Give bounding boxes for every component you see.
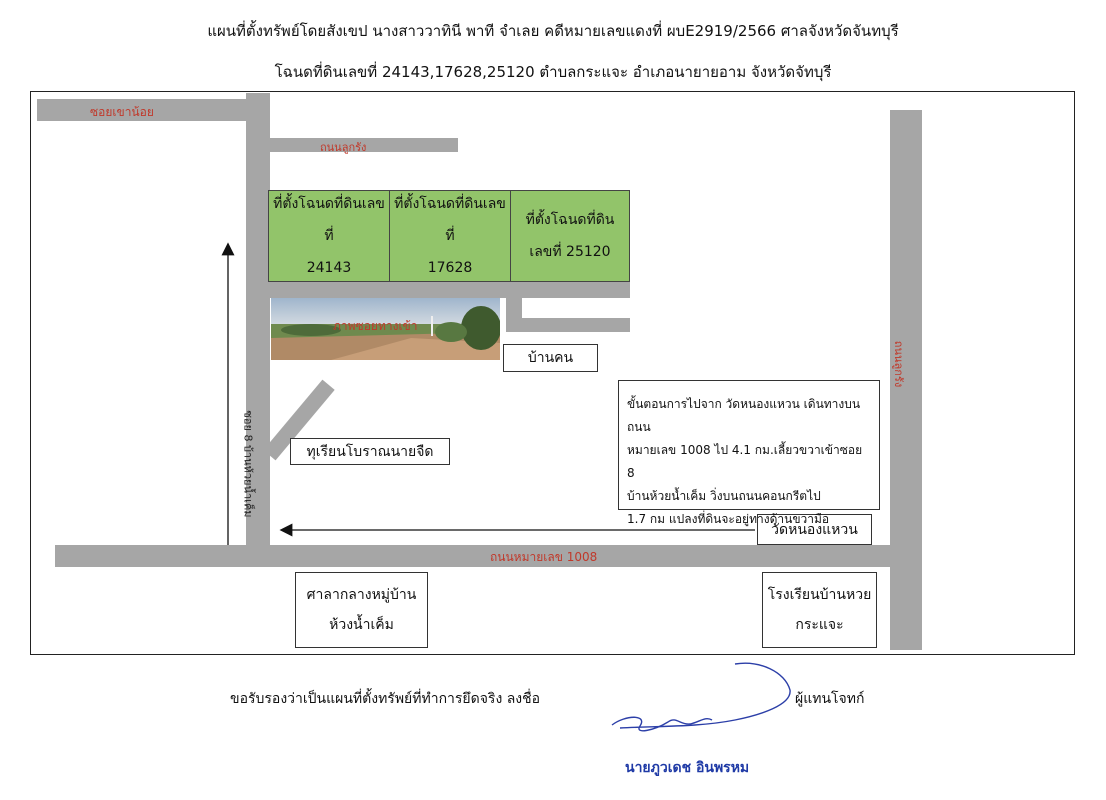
- road-label-right: ถนนลูกรัง: [892, 340, 906, 388]
- certification-text: ขอรับรองว่าเป็นแผนที่ตั้งทรัพย์ที่ทำการยึดจริง ลงชื่อ: [230, 691, 541, 707]
- parcel-label: ที่ตั้งโฉนดที่ดิน: [525, 212, 615, 228]
- road-label-soi-8: ซอย 8 บ้านห้วยน้ำเค็ม: [241, 410, 255, 518]
- parcel-number: เลขที่ 25120: [529, 244, 611, 260]
- directions-line: 1.7 กม แปลงที่ดินจะอยู่ทางด้านขวามือ: [627, 512, 830, 526]
- landmark-sala-line1: ศาลากลางหมู่บ้าน: [306, 587, 417, 603]
- landmark-sala-line2: ห้วงน้ำเค็ม: [329, 617, 394, 633]
- landmark-school-line2: กระแจะ: [795, 617, 844, 633]
- landmark-wat-nong-waen: วัดหนองแหวน: [757, 514, 872, 545]
- directions-line: หมายเลข 1008 ไป 4.1 กม.เลี้ยวขวาเข้าซอย 8: [627, 443, 863, 480]
- landmark-ban-khon: บ้านคน: [503, 344, 598, 372]
- map-title-line1: แผนที่ตั้งทรัพย์โดยสังเขป นางสาววาทินี พาที จำเลย คดีหมายเลขแดงที่ ผบE2919/2566 ศาลจังหวัดจันทบุรี: [207, 22, 899, 40]
- parcel-label: ที่ตั้งโฉนดที่ดินเลขที่: [273, 196, 385, 244]
- directions-line: บ้านห้วยน้ำเค็ม วิ่งบนถนนคอนกรีตไป: [627, 489, 821, 503]
- road-label-luk-rang: ถนนลูกรัง: [320, 141, 367, 154]
- signature-scribble: [612, 717, 712, 731]
- map-title-line2: โฉนดที่ดินเลขที่ 24143,17628,25120 ตำบลกระแจะ อำเภอนายายอาม จังหวัดจัทบุรี: [274, 63, 832, 81]
- photo-caption: ภาพซอยทางเข้า: [333, 319, 418, 333]
- landmark-school-line1: โรงเรียนบ้านหวย: [767, 587, 872, 603]
- road-label-highway-1008: ถนนหมายเลข 1008: [490, 550, 598, 564]
- signer-name: นายภูวเดช อินพรหม: [625, 760, 750, 776]
- landmark-durian: ทุเรียนโบราณนายจืด: [290, 438, 450, 465]
- parcel-number: 17628: [427, 260, 473, 276]
- signer-role: ผู้แทนโจทก์: [795, 691, 865, 707]
- road-label-soi-khao-noi: ซอยเขาน้อย: [90, 105, 154, 119]
- directions-line: ขั้นตอนการไปจาก วัดหนองแหวน เดินทางบนถนน: [627, 397, 861, 434]
- parcel-number: 24143: [306, 260, 352, 276]
- parcel-label: ที่ตั้งโฉนดที่ดินเลขที่: [394, 196, 506, 244]
